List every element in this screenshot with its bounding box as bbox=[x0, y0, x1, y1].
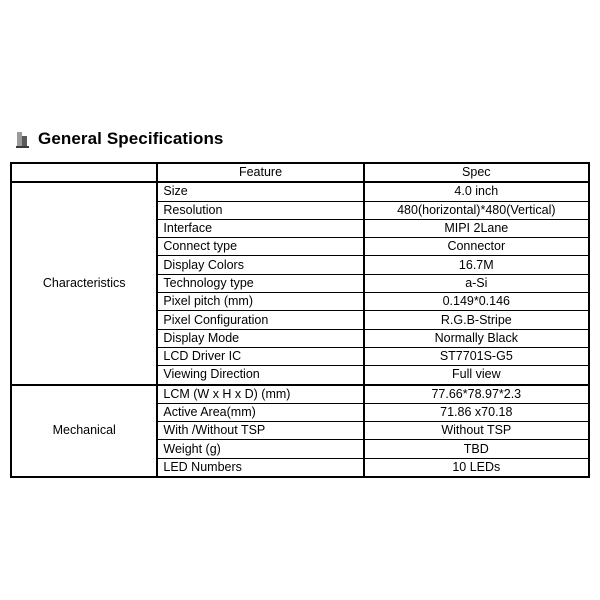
feature-cell: Connect type bbox=[157, 238, 363, 256]
section-header bbox=[16, 128, 224, 150]
category-mechanical: Mechanical bbox=[11, 385, 157, 477]
document-bullet-icon bbox=[16, 130, 30, 148]
feature-cell: LCD Driver IC bbox=[157, 347, 363, 365]
feature-cell: Viewing Direction bbox=[157, 366, 363, 385]
spec-cell: 480(horizontal)*480(Vertical) bbox=[364, 201, 589, 219]
spec-cell: 71.86 x70.18 bbox=[364, 403, 589, 421]
table-row bbox=[11, 182, 589, 201]
table-header-row bbox=[11, 163, 589, 182]
spec-cell: Connector bbox=[364, 238, 589, 256]
header-spec: Spec bbox=[364, 163, 589, 182]
feature-cell: With /Without TSP bbox=[157, 422, 363, 440]
spec-cell: 10 LEDs bbox=[364, 458, 589, 477]
spec-table bbox=[10, 162, 590, 478]
feature-cell: LED Numbers bbox=[157, 458, 363, 477]
spec-cell: TBD bbox=[364, 440, 589, 458]
feature-cell: Size bbox=[157, 182, 363, 201]
feature-cell: Technology type bbox=[157, 274, 363, 292]
spec-cell: 4.0 inch bbox=[364, 182, 589, 201]
feature-cell: Display Mode bbox=[157, 329, 363, 347]
category-characteristics: Characteristics bbox=[11, 182, 157, 384]
header-feature: Feature bbox=[157, 163, 363, 182]
header-category bbox=[11, 163, 157, 182]
spec-cell: R.G.B-Stripe bbox=[364, 311, 589, 329]
feature-cell: Active Area(mm) bbox=[157, 403, 363, 421]
table-row bbox=[11, 385, 589, 404]
spec-cell: Full view bbox=[364, 366, 589, 385]
spec-cell: MIPI 2Lane bbox=[364, 219, 589, 237]
spec-cell: ST7701S-G5 bbox=[364, 347, 589, 365]
spec-cell: 16.7M bbox=[364, 256, 589, 274]
spec-cell: 77.66*78.97*2.3 bbox=[364, 385, 589, 404]
feature-cell: Display Colors bbox=[157, 256, 363, 274]
spec-cell: a-Si bbox=[364, 274, 589, 292]
section-title: General Specifications bbox=[38, 129, 224, 148]
spec-cell: 0.149*0.146 bbox=[364, 293, 589, 311]
feature-cell: Weight (g) bbox=[157, 440, 363, 458]
feature-cell: Resolution bbox=[157, 201, 363, 219]
spec-cell: Normally Black bbox=[364, 329, 589, 347]
feature-cell: LCM (W x H x D) (mm) bbox=[157, 385, 363, 404]
feature-cell: Pixel Configuration bbox=[157, 311, 363, 329]
feature-cell: Interface bbox=[157, 219, 363, 237]
spec-cell: Without TSP bbox=[364, 422, 589, 440]
feature-cell: Pixel pitch (mm) bbox=[157, 293, 363, 311]
